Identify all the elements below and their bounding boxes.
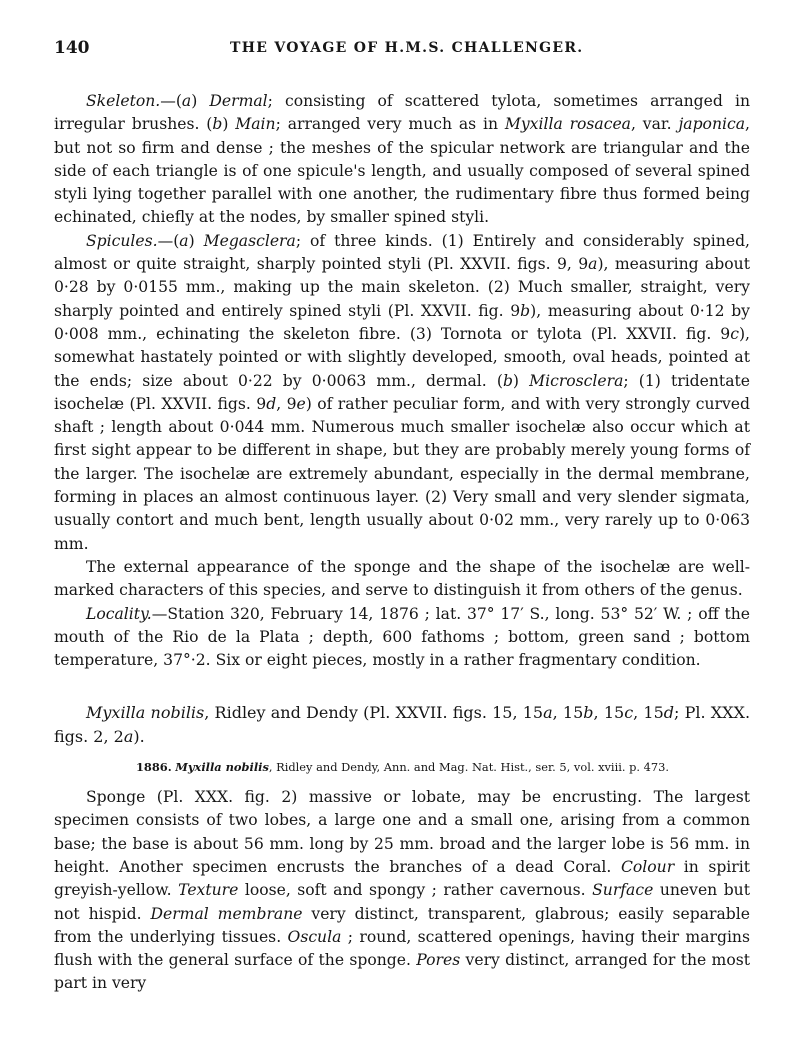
myxilla-rosacea: Myxilla rosacea	[504, 115, 631, 134]
external-appearance-paragraph: The external appearance of the sponge and the shape of the isochelæ are well-marked characters of this species, and serve to distinguish it from others of the genus.	[54, 557, 750, 600]
page-header	[54, 38, 750, 64]
spicules-label: Spicules.	[86, 231, 158, 250]
reference-year: 1886.	[136, 760, 172, 775]
running-head: THE VOYAGE OF H.M.S. CHALLENGER.	[230, 40, 584, 56]
literature-reference: 1886. Myxilla nobilis, Ridley and Dendy, Ann. and Mag. Nat. Hist., ser. 5, vol. xviii. p. 473.	[136, 760, 670, 775]
main-term: Main	[235, 115, 276, 134]
page-number: 140	[54, 38, 90, 58]
species-heading: Myxilla nobilis, Ridley and Dendy (Pl. XXVII. figs. 15, 15a, 15b, 15c, 15d; Pl. XXX. figs. 2, 2a).	[54, 703, 751, 746]
locality-label: Locality.	[86, 604, 152, 623]
skeleton-label: Skeleton.	[86, 92, 161, 110]
megasclera-term: Megasclera	[203, 231, 296, 250]
japonica: japonica	[678, 115, 746, 134]
texture-term: Texture	[178, 881, 239, 900]
spicules-paragraph: Spicules.—(a) Megasclera; of three kinds. (1) Entirely and considerably spined, almost or quite straight, sharply pointed styli (Pl. XXVII. figs. 9, 9a), measuring about 0·28 by 0·0155 mm., making up the main skeleton. (2) Much smaller, straight, very sharply pointed and entirely spined styli (Pl. XXVII. fig. 9b), measuring about 0·12 by 0·008 mm., echinating the skeleton fibre. (3) Tornota or tylota (Pl. XXVII. fig. 9c), somewhat hastately pointed or with slightly developed, smooth, oval heads, pointed at the ends; size about 0·22 by 0·0063 mm., dermal. (b) Microsclera; (1) tridentate isochelæ (Pl. XXVII. figs. 9d, 9e) of rather peculiar form, and with very strongly curved shaft ; length about 0·044 mm. Numerous much smaller isochelæ also occur which at first sight appear to be different in shape, but they are probably merely young forms of the larger. The isochelæ are extremely abundant, especially in the dermal membrane, forming in places an almost continuous layer. (2) Very small and very slender sigmata, usually contort and much bent, length usually about 0·02 mm., very rarely up to 0·063 mm.	[54, 231, 751, 553]
dermal-membrane-term: Dermal membrane	[150, 904, 303, 923]
reference-species: Myxilla nobilis	[175, 760, 269, 775]
surface-term: Surface	[592, 881, 654, 900]
skeleton-paragraph: Skeleton.—(a) Dermal; consisting of scattered tylota, sometimes arranged in irregular brushes. (b) Main; arranged very much as in Myxilla rosacea, var. japonica, but not so firm and dense ; the meshes of the spicular network are triangular and the side of each triangle is of one spicule's length, and usually composed of several spined styli lying together parallel with one another, the rudimentary fibre thus formed being echinated, chiefly at the nodes, by smaller spined styli.	[54, 92, 750, 227]
locality-paragraph: Locality.—Station 320, February 14, 1876 ; lat. 37° 17′ S., long. 53° 52′ W. ; off the mouth of the Rio de la Plata ; depth, 600 fathoms ; bottom, green sand ; bottom temperature, 37°·2. Six or eight pieces, mostly in a rather fragmentary condition.	[54, 604, 750, 670]
microsclera-term: Microsclera	[529, 371, 624, 390]
oscula-term: Oscula	[287, 927, 342, 946]
sponge-description-paragraph: Sponge (Pl. XXX. fig. 2) massive or lobate, may be encrusting. The largest specimen consists of two lobes, a large one and a small one, arising from a common base; the base is about 56 mm. long by 25 mm. broad and the larger lobe is 56 mm. in height. Another specimen encrusts the branches of a dead Coral. Colour in spirit greyish-yellow. Texture loose, soft and spongy ; rather cavernous. Surface uneven but not hispid. Dermal membrane very distinct, transparent, glabrous; easily separable from the underlying tissues. Oscula ; round, scattered openings, having their margins flush with the general surface of the sponge. Pores very distinct, arranged for the most part in very	[54, 788, 751, 993]
species-name: Myxilla nobilis	[86, 703, 205, 723]
colour-term: Colour	[620, 857, 675, 876]
page	[54, 38, 750, 996]
dermal-term: Dermal	[209, 92, 268, 110]
pores-term: Pores	[416, 951, 461, 970]
